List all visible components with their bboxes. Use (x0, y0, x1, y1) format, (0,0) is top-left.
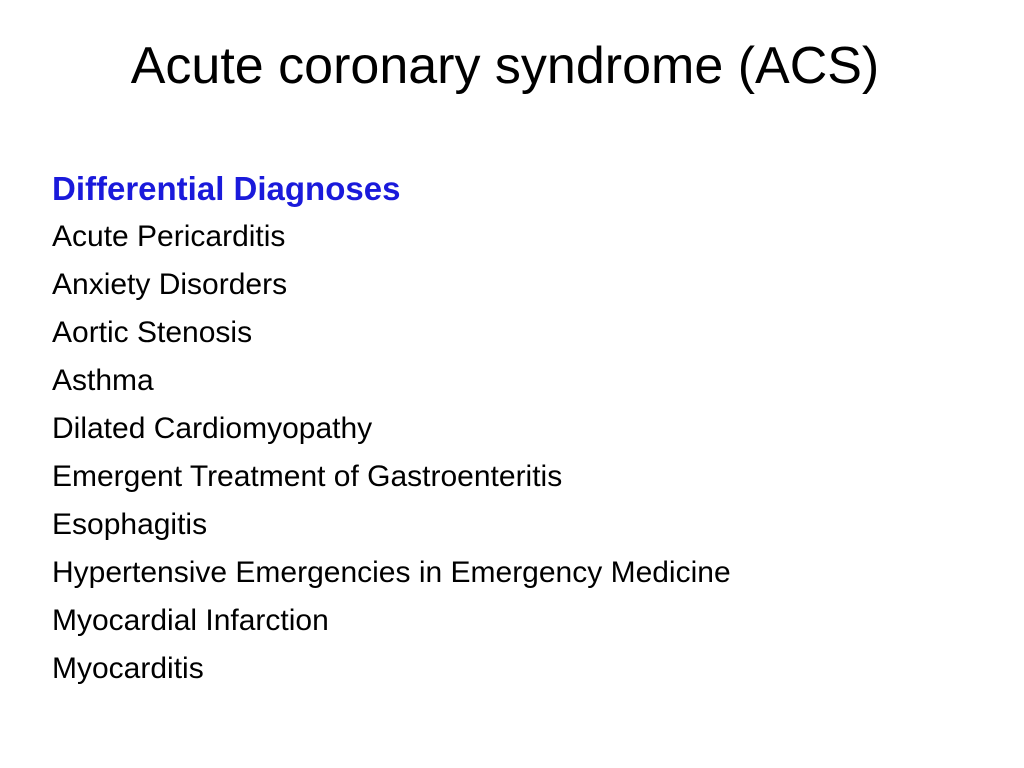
slide-title: Acute coronary syndrome (ACS) (130, 37, 880, 95)
list-item: Acute Pericarditis (52, 220, 286, 253)
section-heading: Differential Diagnoses (52, 170, 401, 207)
slide-content (52, 165, 992, 693)
list-item: Hypertensive Emergencies in Emergency Medicine (52, 556, 731, 589)
list-item: Myocarditis (52, 652, 204, 685)
list-item: Asthma (52, 364, 154, 397)
diagnosis-list (52, 213, 992, 693)
list-item: Emergent Treatment of Gastroenteritis (52, 460, 563, 493)
list-item: Anxiety Disorders (52, 268, 288, 301)
list-item: Aortic Stenosis (52, 316, 253, 349)
list-item: Myocardial Infarction (52, 604, 329, 637)
list-item: Dilated Cardiomyopathy (52, 412, 373, 445)
list-item: Esophagitis (52, 508, 208, 541)
